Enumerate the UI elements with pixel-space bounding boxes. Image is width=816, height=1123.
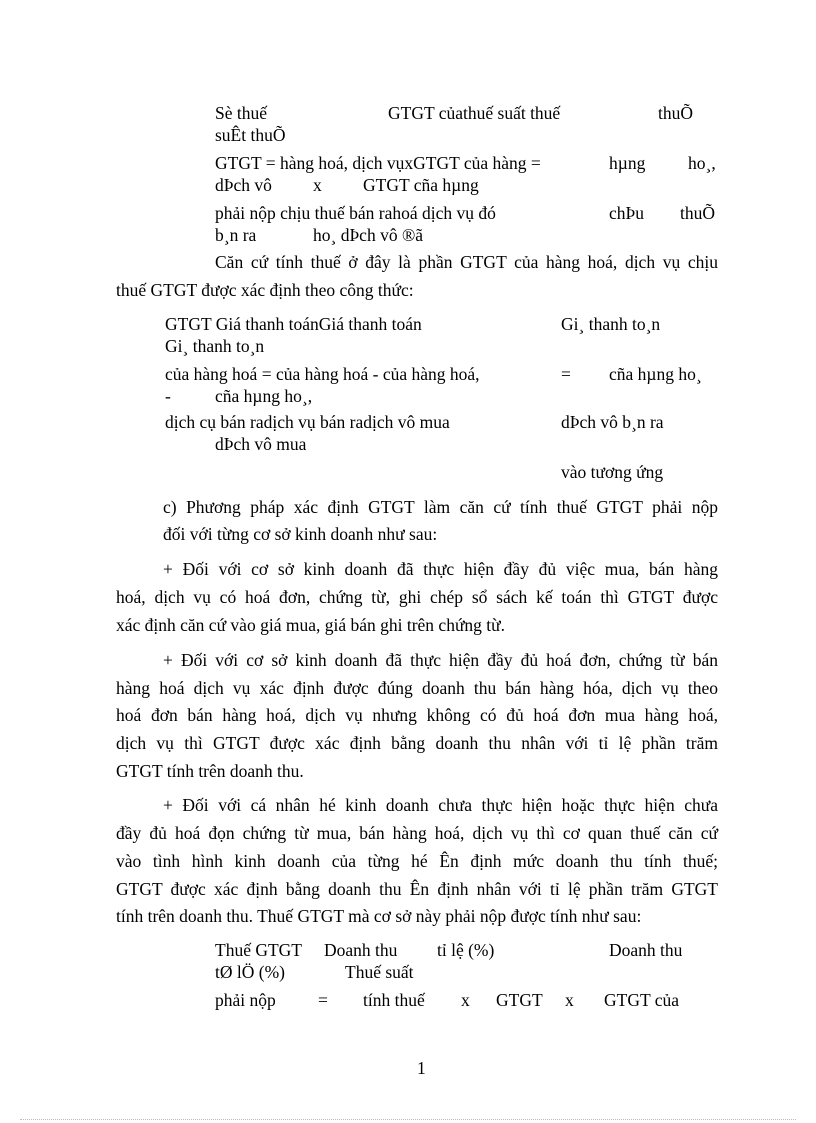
formula-text: suÊt thuÕ <box>215 125 286 145</box>
formula-text: ho¸ dÞch vô ®ã <box>313 225 424 245</box>
paragraph-line: GTGT tính trên doanh thu. <box>116 761 304 781</box>
paragraph-line: + Đối với cá nhân hé kinh doanh chưa thực hiện hoặc thực hiện chưa <box>163 795 718 815</box>
formula-text: x <box>461 990 470 1010</box>
paragraph-line: vào tình hình kinh doanh của từng hé Ên định mức doanh thu tính thuế; <box>116 851 718 871</box>
formula-text: Thuế suất <box>345 962 414 982</box>
formula-text: tỉ lệ (%) <box>437 940 495 960</box>
formula-text: dÞch vô mua <box>215 434 307 454</box>
paragraph-line: + Đối với cơ sở kinh doanh đã thực hiện đầy đủ hoá đơn, chứng từ bán <box>163 650 718 670</box>
formula-text: dÞch vô b¸n ra <box>561 412 664 432</box>
formula-text: Doanh thu <box>324 940 398 960</box>
paragraph-line: hoá đơn bán hàng hoá, dịch vụ nhưng không có đủ hoá đơn mua hàng hoá, <box>116 705 718 725</box>
paragraph-line: đầy đủ hoá đọn chứng từ mua, bán hàng hoá, dịch vụ thì cơ quan thuế căn cứ <box>116 823 718 843</box>
paragraph-line: thuế GTGT được xác định theo công thức: <box>116 280 414 300</box>
formula-text: dÞch vô <box>215 175 272 195</box>
paragraph-line: GTGT được xác định bằng doanh thu Ên định nhân với tỉ lệ phần trăm GTGT <box>116 879 718 899</box>
formula-text: = <box>561 364 571 384</box>
formula-text: cña hµng ho¸, <box>215 386 313 406</box>
formula-text: GTGT cña hµng <box>363 175 479 195</box>
paragraph-line: + Đối với cơ sở kinh doanh đã thực hiện đầy đủ việc mua, bán hàng <box>163 559 718 579</box>
formula-text: x <box>313 175 322 195</box>
paragraph-line: tính trên doanh thu. Thuế GTGT mà cơ sở này phải nộp được tính như sau: <box>116 906 642 926</box>
paragraph-line: c) Phương pháp xác định GTGT làm căn cứ tính thuế GTGT phải nộp <box>163 497 718 517</box>
formula-text: Thuế GTGT <box>215 940 302 960</box>
formula-text: tính thuế <box>363 990 425 1010</box>
formula-text: - <box>165 386 171 406</box>
formula-text: Sè thuế <box>215 103 268 123</box>
formula-text: Gi¸ thanh to¸n <box>561 314 661 334</box>
page-number: 1 <box>417 1058 426 1078</box>
paragraph-line: xác định căn cứ vào giá mua, giá bán ghi trên chứng từ. <box>116 615 506 635</box>
formula-text: GTGT = hàng hoá, dịch vụxGTGT của hàng = <box>215 153 541 173</box>
formula-text: chÞu <box>609 203 644 223</box>
formula-text: GTGT <box>496 990 543 1010</box>
formula-text: b¸n ra <box>215 225 257 245</box>
formula-text: Gi¸ thanh to¸n <box>165 336 265 356</box>
formula-text: hµng <box>609 153 646 173</box>
formula-text: cña hµng ho¸ <box>609 364 702 384</box>
formula-text: vào tương ứng <box>561 462 664 482</box>
paragraph-line: hàng hoá dịch vụ xác định được đúng doanh thu bán hàng hóa, dịch vụ theo <box>116 678 718 698</box>
formula-text: x <box>565 990 574 1010</box>
formula-text: GTGT Giá thanh toánGiá thanh toán <box>165 314 422 334</box>
formula-text: Doanh thu <box>609 940 683 960</box>
paragraph-line: Căn cứ tính thuế ở đây là phần GTGT của hàng hoá, dịch vụ chịu <box>215 252 718 272</box>
formula-text: GTGT của <box>604 990 679 1010</box>
page-bottom-divider <box>20 1119 796 1120</box>
formula-text: của hàng hoá = của hàng hoá - của hàng hoá, <box>165 364 480 384</box>
formula-text: thuÕ <box>680 203 715 223</box>
formula-text: ho¸, <box>688 153 716 173</box>
formula-text: phải nộp chịu thuế bán rahoá dịch vụ đó <box>215 203 496 223</box>
paragraph-line: hoá, dịch vụ có hoá đơn, chứng từ, ghi chép sổ sách kế toán thì GTGT được <box>116 587 718 607</box>
formula-text: GTGT củathuế suất thuế <box>388 103 561 123</box>
formula-text: dịch cụ bán radịch vụ bán radịch vô mua <box>165 412 450 432</box>
formula-text: = <box>318 990 328 1010</box>
paragraph-line: dịch vụ thì GTGT được xác định bằng doanh thu nhân với tỉ lệ phần trăm <box>116 733 718 753</box>
formula-text: phải nộp <box>215 990 276 1010</box>
formula-text: thuÕ <box>658 103 693 123</box>
paragraph-line: đối với từng cơ sở kinh doanh như sau: <box>163 524 438 544</box>
formula-text: tØ lÖ (%) <box>215 962 285 982</box>
